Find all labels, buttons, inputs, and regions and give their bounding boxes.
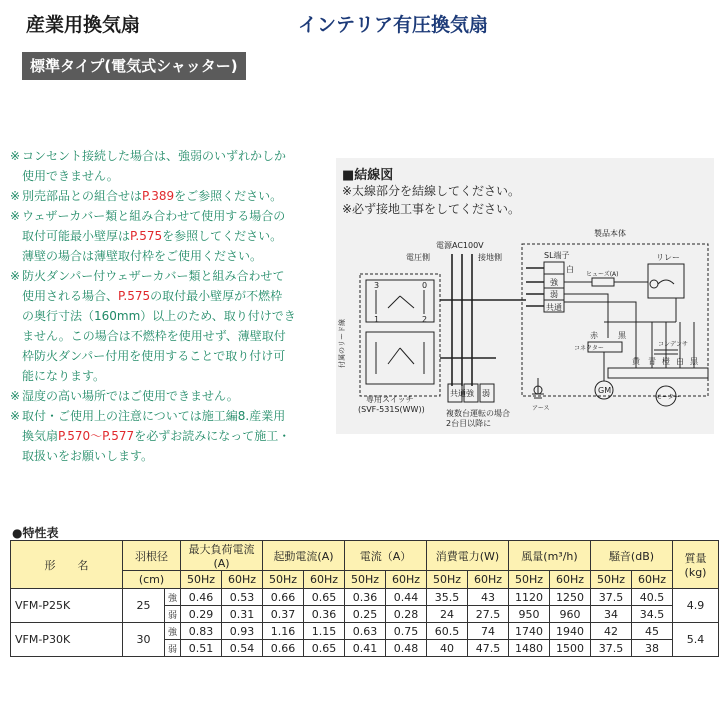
- product-title: インテリア有圧換気扇: [298, 14, 489, 36]
- value-cell: 960: [550, 606, 591, 623]
- note-mark: ※: [10, 149, 21, 163]
- blade-diameter: 30: [123, 623, 165, 657]
- note-line: [10, 306, 320, 326]
- value-cell: 1.16: [263, 623, 304, 640]
- label-ground-side: 接地側: [478, 253, 502, 262]
- note-item: [10, 146, 320, 186]
- value-cell: 0.29: [181, 606, 222, 623]
- value-cell: 1500: [550, 640, 591, 657]
- note-mark: ※: [10, 409, 21, 423]
- label-capacitor: コンデンサ: [658, 341, 688, 348]
- value-cell: 60.5: [427, 623, 468, 640]
- wiring-title: ■結線図: [342, 168, 394, 183]
- notes-block: [10, 146, 320, 466]
- value-cell: 0.41: [345, 640, 386, 657]
- note-item: [10, 406, 320, 466]
- label-power: 電源AC100V: [436, 241, 484, 250]
- value-cell: 0.51: [181, 640, 222, 657]
- category-title: 産業用換気扇: [26, 14, 141, 36]
- label-strong: 強: [550, 278, 558, 287]
- note-line: [10, 426, 320, 446]
- value-cell: 74: [468, 623, 509, 640]
- label-common-multi: 共通: [450, 389, 466, 398]
- note-line: [10, 326, 320, 346]
- header-50hz: 50Hz: [427, 571, 468, 589]
- label-fuse: ヒューズ(A): [586, 271, 619, 278]
- note-line: [10, 186, 320, 206]
- label-weak: 弱: [550, 290, 558, 299]
- value-cell: 0.28: [386, 606, 427, 623]
- header-50hz: 50Hz: [591, 571, 632, 589]
- value-cell: 27.5: [468, 606, 509, 623]
- value-cell: 37.5: [591, 640, 632, 657]
- value-cell: 1250: [550, 589, 591, 606]
- note-text: 取付・ご使用上の注意については施工編8.産業用: [22, 409, 286, 423]
- note-text: の奥行寸法（160mm）以上のため、取り付けでき: [22, 309, 296, 323]
- type-label-bar: 標準タイプ(電気式シャッター): [22, 52, 246, 80]
- note-mark: ※: [10, 189, 21, 203]
- wiring-note-1: ※太線部分を結線してください。: [342, 184, 521, 198]
- label-multi-run-1: 複数台運転の場合: [446, 409, 510, 418]
- value-cell: 0.93: [222, 623, 263, 640]
- note-text: 取付可能最小壁厚は: [22, 229, 131, 243]
- label-num0: 0: [422, 281, 428, 290]
- note-text: 防火ダンパー付ウェザーカバー類と組み合わせて: [22, 269, 285, 283]
- header-50hz: 50Hz: [181, 571, 222, 589]
- note-item: [10, 186, 320, 206]
- label-main-body: 製品本体: [594, 229, 626, 238]
- note-text: を必ずお読みになって施工・: [134, 429, 291, 443]
- note-line: [10, 266, 320, 286]
- value-cell: 34.5: [632, 606, 673, 623]
- label-orange: 橙: [662, 357, 670, 366]
- note-line: [10, 246, 320, 266]
- mode-cell: 弱: [165, 640, 181, 657]
- header-max-load: 最大負荷電流(A): [181, 541, 263, 571]
- note-text: 薄壁の場合は薄壁取付枠をご使用ください。: [22, 249, 263, 263]
- value-cell: 40.5: [632, 589, 673, 606]
- value-cell: 0.66: [263, 589, 304, 606]
- note-item: [10, 206, 320, 266]
- value-cell: 43: [468, 589, 509, 606]
- header-blade: 羽根径: [123, 541, 181, 571]
- note-text: 能になります。: [22, 369, 106, 383]
- value-cell: 0.46: [181, 589, 222, 606]
- label-num1: 1: [374, 315, 380, 324]
- label-switch-model: (SVF-531S(WW)): [358, 405, 425, 414]
- note-mark: ※: [10, 269, 21, 283]
- value-cell: 0.36: [345, 589, 386, 606]
- value-cell: 0.63: [345, 623, 386, 640]
- note-line: [10, 146, 320, 166]
- value-cell: 37.5: [591, 589, 632, 606]
- table-row: [11, 623, 719, 640]
- value-cell: 1120: [509, 589, 550, 606]
- header-60hz: 60Hz: [304, 571, 345, 589]
- header-60hz: 60Hz: [222, 571, 263, 589]
- header-50hz: 50Hz: [263, 571, 304, 589]
- note-item: [10, 266, 320, 386]
- note-text: 使用される場合、: [22, 289, 119, 303]
- label-motor: モーター: [656, 394, 680, 401]
- page-reference: P.570～P.577: [58, 429, 135, 443]
- value-cell: 38: [632, 640, 673, 657]
- note-line: [10, 166, 320, 186]
- spec-table: [10, 540, 719, 657]
- note-text: 使用できません。: [22, 169, 119, 183]
- header-60hz: 60Hz: [386, 571, 427, 589]
- label-blue: 青: [648, 357, 656, 366]
- label-earth: アース: [532, 405, 550, 412]
- note-line: [10, 226, 320, 246]
- value-cell: 0.36: [304, 606, 345, 623]
- label-common: 共通: [546, 303, 562, 312]
- mode-cell: 強: [165, 589, 181, 606]
- note-line: [10, 206, 320, 226]
- label-red-1: 赤: [590, 331, 598, 340]
- note-text: 湿度の高い場所ではご使用できません。: [22, 389, 239, 403]
- spec-section-title: ●特性表: [12, 526, 59, 540]
- note-mark: ※: [10, 209, 21, 223]
- table-row: [11, 589, 719, 606]
- header-60hz: 60Hz: [468, 571, 509, 589]
- value-cell: 0.31: [222, 606, 263, 623]
- header-airflow: 風量(m³/h): [509, 541, 591, 571]
- note-text: コンセント接続した場合は、強弱のいずれかしか: [22, 149, 287, 163]
- label-black-2: 黒: [690, 357, 698, 366]
- label-sl-terminal: SL端子: [544, 251, 570, 260]
- note-text: ません。この場合は不燃枠を使用せず、薄壁取付: [22, 329, 286, 343]
- wiring-note-2: ※必ず接地工事をしてください。: [342, 202, 521, 216]
- value-cell: 1480: [509, 640, 550, 657]
- note-line: [10, 346, 320, 366]
- value-cell: 0.65: [304, 589, 345, 606]
- label-white: 白: [566, 265, 574, 274]
- header-50hz: 50Hz: [345, 571, 386, 589]
- note-mark: ※: [10, 389, 21, 403]
- label-white-2: 白: [676, 357, 684, 366]
- value-cell: 0.44: [386, 589, 427, 606]
- value-cell: 35.5: [427, 589, 468, 606]
- label-attached-lead: 付属のリード線: [338, 319, 346, 368]
- page-reference: P.575: [130, 229, 163, 243]
- value-cell: 45: [632, 623, 673, 640]
- value-cell: 1740: [509, 623, 550, 640]
- weight-value: 4.9: [673, 589, 719, 623]
- value-cell: 0.66: [263, 640, 304, 657]
- value-cell: 1940: [550, 623, 591, 640]
- value-cell: 47.5: [468, 640, 509, 657]
- label-relay: リレー: [656, 253, 680, 262]
- model-name: VFM-P30K: [11, 623, 123, 657]
- value-cell: 0.54: [222, 640, 263, 657]
- value-cell: 0.37: [263, 606, 304, 623]
- note-text: をご参照ください。: [174, 189, 283, 203]
- label-weak-multi: 弱: [482, 389, 490, 398]
- mode-cell: 弱: [165, 606, 181, 623]
- note-line: [10, 286, 320, 306]
- label-num2: 2: [422, 315, 428, 324]
- page-reference: P.575: [118, 289, 151, 303]
- note-text: 枠防火ダンパー付用を使用することで取り付け可: [22, 349, 286, 363]
- mode-cell: 強: [165, 623, 181, 640]
- value-cell: 0.48: [386, 640, 427, 657]
- page-reference: P.389: [142, 189, 175, 203]
- header-noise: 騒音(dB): [591, 541, 673, 571]
- value-cell: 0.83: [181, 623, 222, 640]
- wiring-diagram: [336, 218, 714, 434]
- header-60hz: 60Hz: [632, 571, 673, 589]
- note-line: [10, 446, 320, 466]
- value-cell: 0.65: [304, 640, 345, 657]
- label-voltage-side: 電圧側: [406, 253, 430, 262]
- value-cell: 0.53: [222, 589, 263, 606]
- label-multi-run-2: 2台目以降に: [446, 419, 492, 428]
- note-text: を参照してください。: [162, 229, 283, 243]
- header-50hz: 50Hz: [509, 571, 550, 589]
- value-cell: 950: [509, 606, 550, 623]
- value-cell: 34: [591, 606, 632, 623]
- label-num3: 3: [374, 281, 380, 290]
- header-60hz: 60Hz: [550, 571, 591, 589]
- blade-diameter: 25: [123, 589, 165, 623]
- note-text: ウェザーカバー類と組み合わせて使用する場合の: [22, 209, 286, 223]
- header-blade-unit: (cm): [123, 571, 181, 589]
- label-connector: コネクター: [574, 345, 604, 352]
- value-cell: 0.75: [386, 623, 427, 640]
- header-weight: 質量 (kg): [673, 541, 719, 589]
- note-line: [10, 366, 320, 386]
- value-cell: 1.15: [304, 623, 345, 640]
- label-black-1: 黒: [618, 331, 626, 340]
- header-start-current: 起動電流(A): [263, 541, 345, 571]
- weight-value: 5.4: [673, 623, 719, 657]
- header-power: 消費電力(W): [427, 541, 509, 571]
- value-cell: 0.25: [345, 606, 386, 623]
- value-cell: 42: [591, 623, 632, 640]
- label-yellow: 黄: [632, 357, 640, 366]
- note-item: [10, 386, 320, 406]
- label-switch-name: 専用スイッチ: [366, 395, 414, 404]
- note-text: の取付最小壁厚が不燃枠: [150, 289, 283, 303]
- note-line: [10, 406, 320, 426]
- label-gm: GM: [598, 386, 612, 395]
- model-name: VFM-P25K: [11, 589, 123, 623]
- value-cell: 24: [427, 606, 468, 623]
- value-cell: 40: [427, 640, 468, 657]
- header-model: 形 名: [11, 541, 123, 589]
- note-text: 換気扇: [22, 429, 59, 443]
- label-strong-multi: 強: [466, 389, 474, 398]
- note-line: [10, 386, 320, 406]
- note-text: 別売部品との組合せは: [22, 189, 143, 203]
- note-text: 取扱いをお願いします。: [22, 449, 154, 463]
- header-current: 電流（A）: [345, 541, 427, 571]
